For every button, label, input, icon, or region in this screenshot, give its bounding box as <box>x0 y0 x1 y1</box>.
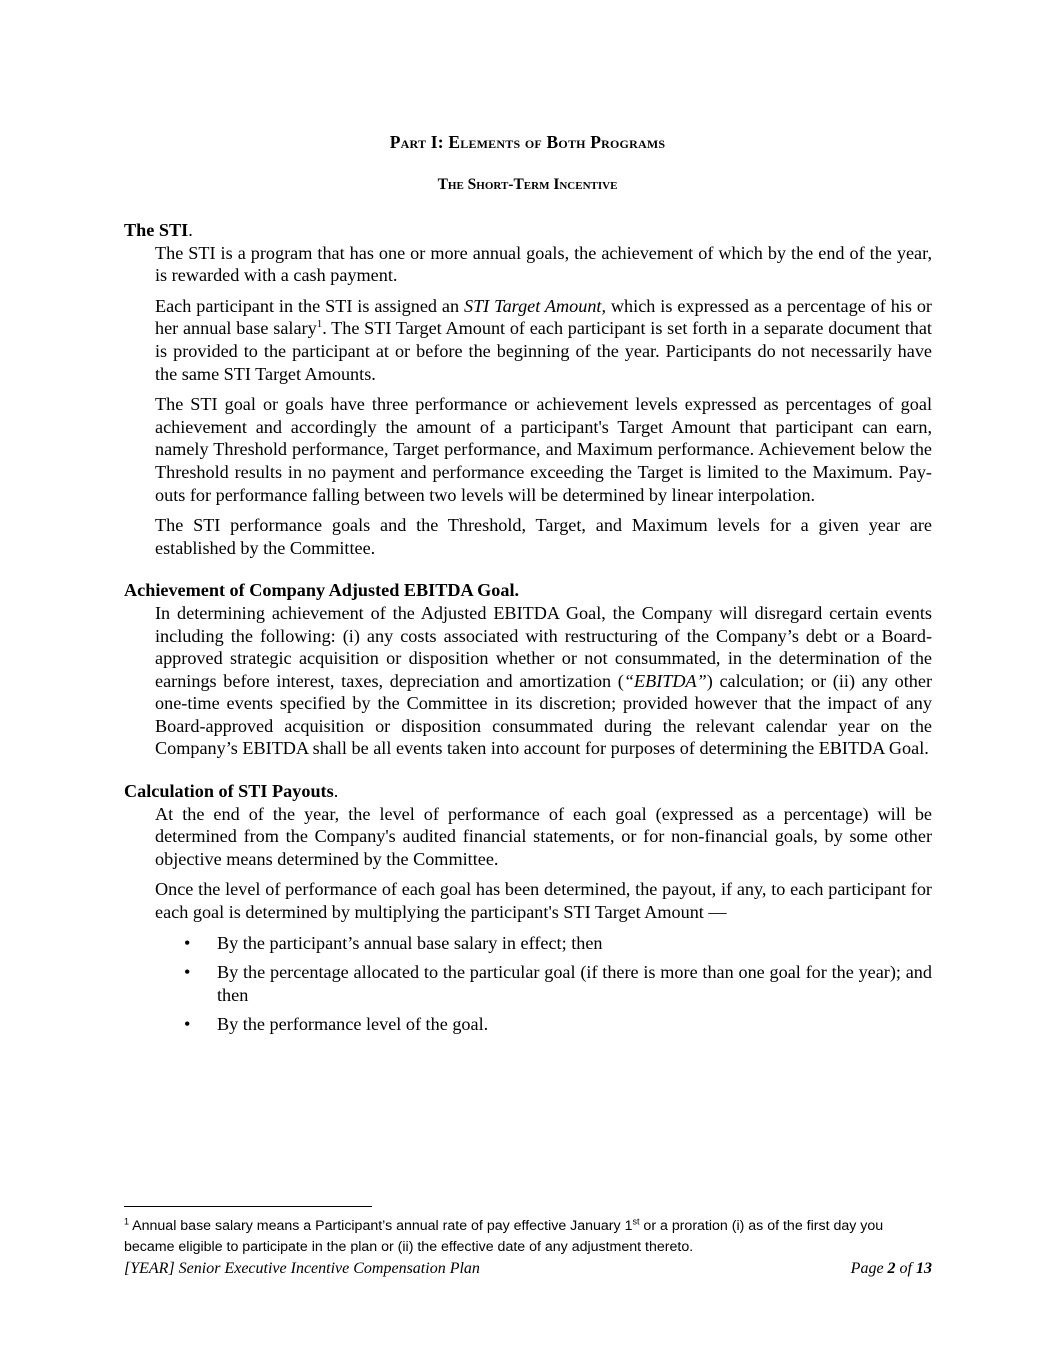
sti-target-amount-term: STI Target Amount, <box>463 295 607 316</box>
ebitda-paragraph: In determining achievement of the Adjusted EBITDA Goal, the Company will disregard certain events including the following: (i) any costs associated with restructuring of the Company’s debt or a Board-approved strategic acquisition or disposition whether or not consummated, in the determination of the earnings before interest, taxes, depreciation and amortization (“EBITDA”) calculation; or (ii) any other one-time events specified by the Committee in its discretion; provided however that the impact of any Board-approved acquisition or disposition consummated during the relevant calendar year on the Company’s EBITDA shall be all events taken into account for purposes of determining the EBITDA Goal. <box>155 602 932 759</box>
sti-paragraph-1: The STI is a program that has one or more annual goals, the achievement of which by the end of the year, is rewarded with a cash payment. <box>155 242 932 286</box>
footer-document-title: [YEAR] Senior Executive Incentive Compensation Plan <box>124 1260 480 1277</box>
sti-paragraph-3: The STI goal or goals have three performance or achievement levels expressed as percentages of goal achievement and accordingly the amount of a participant's Target Amount that participant can earn, namely Threshold performance, Target performance, and Maximum performance. Achievement below the Threshold results in no payment and performance exceeding the Target is limited to the Maximum. Pay-outs for performance falling between two levels will be determined by linear interpolation. <box>155 394 932 505</box>
document-body <box>124 219 932 1043</box>
sti-heading: The STI. <box>124 220 193 240</box>
payouts-paragraph-1: At the end of the year, the level of performance of each goal (expressed as a percentage) will be determined from the Company's audited financial statements, or for non-financial goals, by some other objective means determined by the Committee. <box>155 803 932 869</box>
footnote: $^1$ Annual base salary means a Participant’s annual rate of pay effective January 1st or a proration (i) as of the first day you became eligible to participate in the plan or (ii) the effective date of any adjustment thereto. <box>124 1216 884 1255</box>
ebitda-heading: Achievement of Company Adjusted EBITDA Goal. <box>124 580 520 601</box>
payout-steps-list <box>155 932 932 1036</box>
footnote-divider <box>124 1206 372 1207</box>
page-number: Page 2 of 13 <box>850 1260 932 1277</box>
ebitda-term: “EBITDA” <box>623 670 707 691</box>
section-title: The Short-Term Incentive <box>437 176 618 193</box>
part-title: Part I: Elements of Both Programs <box>389 132 666 152</box>
sti-paragraph-4: The STI performance goals and the Threshold, Target, and Maximum levels for a given year are established by the Committee. <box>155 515 932 558</box>
bullet-icon: • <box>184 1014 191 1035</box>
sti-paragraph-2: Each participant in the STI is assigned an STI Target Amount, which is expressed as a percentage of his or her annual base salary$^1$. The STI Target Amount of each participant is set forth in a separate document that is provided to the participant at or before the beginning of the year. Participants do not necessarily have the same STI Target Amounts. <box>155 295 932 384</box>
page-footer <box>124 1260 932 1278</box>
payouts-paragraph-2: Once the level of performance of each goal has been determined, the payout, if any, to each participant for each goal is determined by multiplying the participant's STI Target Amount — <box>155 879 932 923</box>
bullet-icon: • <box>184 962 191 983</box>
list-item: • By the performance level of the goal. <box>184 1014 489 1035</box>
list-item: • By the percentage allocated to the particular goal (if there is more than one goal for the year); and then <box>184 962 932 1005</box>
bullet-icon: • <box>184 932 191 953</box>
footnote-reference: 1 <box>316 318 323 331</box>
payouts-heading: Calculation of STI Payouts. <box>124 781 339 802</box>
list-item: • By the participant’s annual base salary in effect; then <box>184 932 603 953</box>
